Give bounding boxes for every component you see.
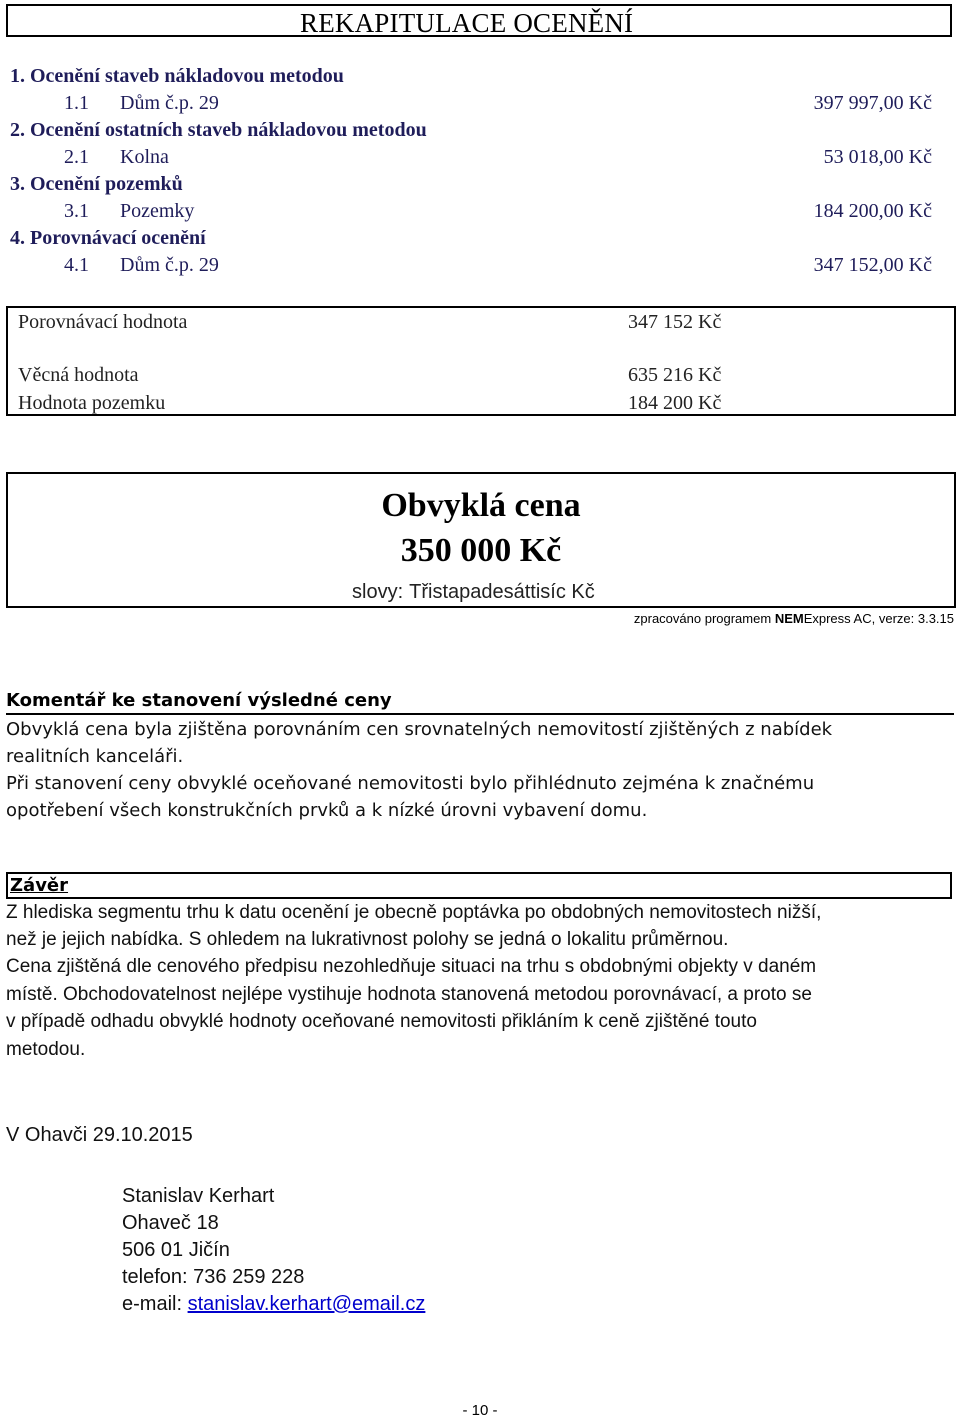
author-street: Ohaveč 18 bbox=[122, 1212, 219, 1234]
item-value-1-1: 397 997,00 Kč bbox=[813, 92, 932, 114]
item-number-2-1: 2.1 bbox=[64, 146, 89, 168]
page-title: REKAPITULACE OCENĚNÍ bbox=[300, 8, 634, 38]
item-value-3-1: 184 200,00 Kč bbox=[813, 200, 932, 222]
summary-label-comparative: Porovnávací hodnota bbox=[18, 311, 188, 333]
conclusion-line-6: metodou. bbox=[6, 1039, 86, 1060]
section-heading-2: 2. Ocenění ostatních staveb nákladovou metodou bbox=[10, 119, 427, 141]
conclusion-line-3: Cena zjištěná dle cenového předpisu nezohledňuje situaci na trhu s obdobnými objekty v daném bbox=[6, 956, 817, 977]
item-label-2-1: Kolna bbox=[120, 146, 169, 168]
conclusion-title: Závěr bbox=[10, 875, 69, 896]
item-number-3-1: 3.1 bbox=[64, 200, 89, 222]
price-words-text: Třistapadesáttisíc Kč bbox=[409, 581, 595, 603]
author-email-line bbox=[122, 1291, 425, 1318]
section-heading-4: 4. Porovnávací ocenění bbox=[10, 227, 206, 249]
credit-brand: NEM bbox=[774, 611, 804, 626]
author-city: 506 01 Jičín bbox=[122, 1239, 230, 1261]
item-value-4-1: 347 152,00 Kč bbox=[813, 254, 932, 276]
title-bar bbox=[6, 4, 952, 37]
comment-title: Komentář ke stanovení výsledné ceny bbox=[6, 690, 392, 711]
comment-line-4: opotřebení všech konstrukčních prvků a k nízké úrovni vybavení domu. bbox=[6, 800, 648, 821]
section-heading-1: 1. Ocenění staveb nákladovou metodou bbox=[10, 65, 344, 87]
place-date: V Ohavči 29.10.2015 bbox=[6, 1124, 193, 1146]
item-number-4-1: 4.1 bbox=[64, 254, 89, 276]
credit-prefix: zpracováno programem bbox=[633, 611, 772, 626]
credit-suffix: Express AC, verze: 3.3.15 bbox=[803, 611, 954, 626]
author-phone: telefon: 736 259 228 bbox=[122, 1266, 305, 1288]
conclusion-line-2: než je jejich nabídka. S ohledem na lukrativnost polohy se jedná o lokalitu průměrnou. bbox=[6, 929, 729, 950]
item-label-1-1: Dům č.p. 29 bbox=[120, 92, 219, 114]
section-heading-3: 3. Ocenění pozemků bbox=[10, 173, 183, 195]
price-title: Obvyklá cena bbox=[381, 487, 581, 524]
conclusion-header-box bbox=[6, 872, 952, 899]
software-credit bbox=[634, 611, 954, 627]
email-label: e-mail: bbox=[122, 1293, 183, 1315]
conclusion-line-1: Z hlediska segmentu trhu k datu ocenění je obecně poptávka po obdobných nemovitostech nižší, bbox=[6, 902, 822, 923]
price-value: 350 000 Kč bbox=[400, 532, 562, 569]
summary-label-material: Věcná hodnota bbox=[18, 364, 139, 386]
item-label-4-1: Dům č.p. 29 bbox=[120, 254, 219, 276]
price-box bbox=[6, 472, 956, 608]
item-label-3-1: Pozemky bbox=[120, 200, 195, 222]
email-link[interactable]: stanislav.kerhart@email.cz bbox=[187, 1293, 426, 1315]
comment-line-2: realitních kanceláři. bbox=[6, 746, 184, 767]
summary-value-land: 184 200 Kč bbox=[628, 392, 722, 414]
summary-value-comparative: 347 152 Kč bbox=[628, 311, 722, 333]
author-name: Stanislav Kerhart bbox=[122, 1185, 275, 1207]
price-words-label: slovy: bbox=[352, 581, 404, 603]
item-value-2-1: 53 018,00 Kč bbox=[823, 146, 932, 168]
page-number: - 10 - bbox=[462, 1402, 498, 1419]
comment-line-3: Při stanovení ceny obvyklé oceňované nemovitosti bylo přihlédnuto zejména k značnému bbox=[6, 773, 815, 794]
price-in-words bbox=[352, 580, 595, 604]
summary-label-land: Hodnota pozemku bbox=[18, 392, 166, 414]
conclusion-line-5: v případě odhadu obvyklé hodnoty oceňované nemovitosti přikláním k ceně zjištěné touto bbox=[6, 1011, 757, 1032]
summary-value-material: 635 216 Kč bbox=[628, 364, 722, 386]
conclusion-line-4: místě. Obchodovatelnost nejlépe vystihuje hodnota stanovená metodou porovnávací, a proto se bbox=[6, 984, 812, 1005]
comment-line-1: Obvyklá cena byla zjištěna porovnáním cen srovnatelných nemovitostí zjištěných z nabídek bbox=[6, 719, 833, 740]
item-number-1-1: 1.1 bbox=[64, 92, 89, 114]
comment-divider bbox=[6, 713, 954, 715]
